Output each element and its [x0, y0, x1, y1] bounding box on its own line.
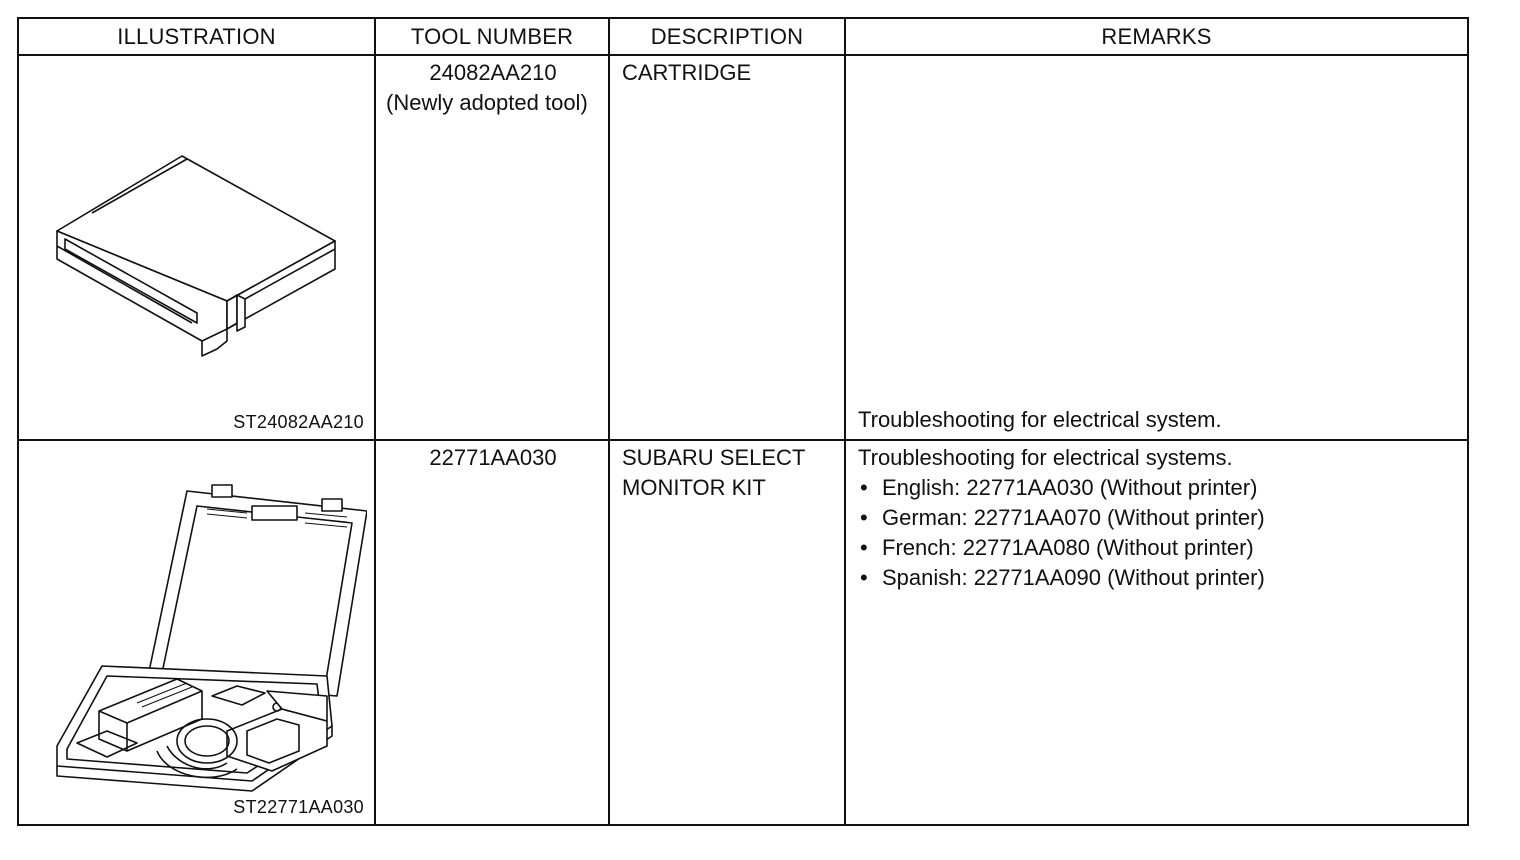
header-illustration: ILLUSTRATION [18, 18, 375, 55]
tool-number: 24082AA210 [429, 60, 557, 85]
list-item: • Spanish: 22771AA090 (Without printer) [858, 563, 1459, 593]
special-tools-table [17, 17, 1469, 826]
list-item: • German: 22771AA070 (Without printer) [858, 503, 1459, 533]
tool-description: CARTRIDGE [622, 60, 752, 85]
tool-number-cell [375, 440, 609, 825]
list-item: • English: 22771AA030 (Without printer) [858, 473, 1459, 503]
illustration-code: ST24082AA210 [233, 412, 364, 432]
table-row [18, 55, 1468, 440]
remarks-cell [845, 440, 1468, 825]
header-remarks: REMARKS [845, 18, 1468, 55]
description-cell [609, 440, 845, 825]
tool-note: (Newly adopted tool) [386, 90, 588, 115]
remarks-cell [845, 55, 1468, 440]
illustration-cell [18, 55, 375, 440]
illustration-cell [18, 440, 375, 825]
remark-text: Troubleshooting for electrical systems. [858, 445, 1233, 470]
header-description: DESCRIPTION [609, 18, 845, 55]
header-row [18, 18, 1468, 55]
tool-description: SUBARU SELECT MONITOR KIT [622, 445, 805, 500]
remark-list [858, 473, 1459, 593]
illustration-code: ST22771AA030 [233, 797, 364, 817]
tool-number-cell [375, 55, 609, 440]
list-item: • French: 22771AA080 (Without printer) [858, 533, 1459, 563]
remark-text: Troubleshooting for electrical system. [858, 407, 1222, 432]
monitor-kit-case-icon [37, 481, 367, 801]
description-cell [609, 55, 845, 440]
tool-number: 22771AA030 [429, 445, 557, 470]
header-tool-number: TOOL NUMBER [375, 18, 609, 55]
cartridge-icon [47, 151, 347, 361]
table-row [18, 440, 1468, 825]
